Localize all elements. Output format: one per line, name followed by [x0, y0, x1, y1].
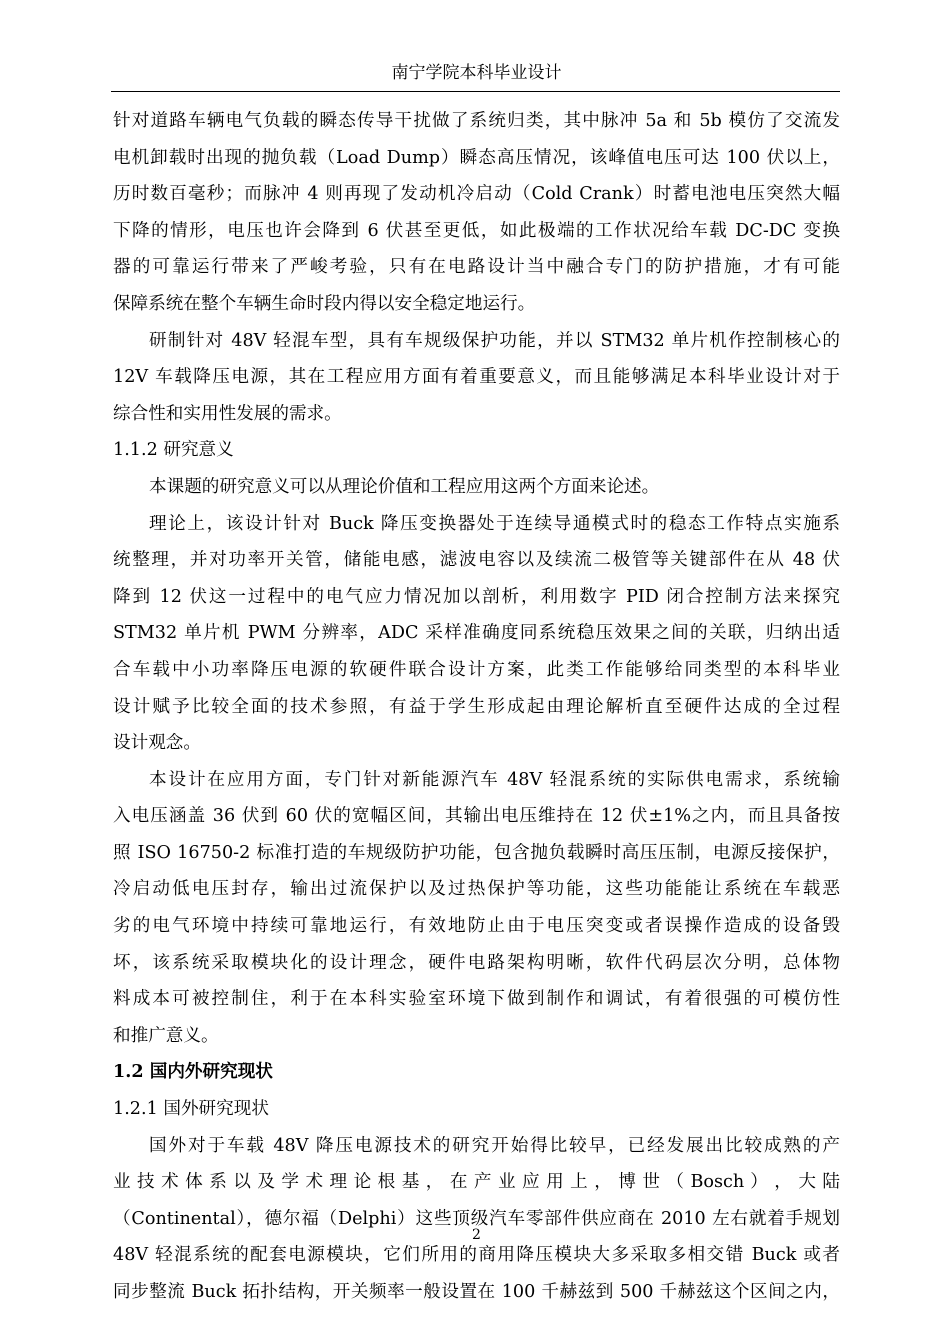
header-rule: [111, 91, 840, 92]
text-line: 冷启动低电压封存，输出过流保护以及过热保护等功能，这些功能能让系统在车载恶: [113, 879, 840, 900]
text-line: 设计观念。: [113, 733, 201, 754]
text-line: 器的可靠运行带来了严峻考验，只有在电路设计当中融合专门的防护措施，才有可能: [113, 257, 840, 278]
text-line: 针对道路车辆电气负载的瞬态传导干扰做了系统归类，其中脉冲 5a 和 5b 模仿了交流发: [113, 111, 840, 131]
text-line: 设计赋予比较全面的技术参照，有益于学生形成起由理论解析直至硬件达成的全过程: [113, 696, 840, 717]
text-line: 理论上，该设计针对 Buck 降压变换器处于连续导通模式时的稳态工作特点实施系: [149, 513, 840, 534]
text-line: 保障系统在整个车辆生命时段内得以安全稳定地运行。: [113, 293, 536, 314]
text-line: 合车载中小功率降压电源的软硬件联合设计方案，此类工作能够给同类型的本科毕业: [113, 659, 840, 680]
text-line: 国外对于车载 48V 降压电源技术的研究开始得比较早，已经发展出比较成熟的产: [149, 1135, 840, 1156]
text-line: 料成本可被控制住，利于在本科实验室环境下做到制作和调试，有着很强的可模仿性: [113, 989, 840, 1010]
text-line: 入电压涵盖 36 伏到 60 伏的宽幅区间，其输出电压维持在 12 伏±1%之内，而且具备按: [113, 806, 840, 827]
text-line: 劣的电气环境中持续可靠地运行，有效地防止由于电压突变或者误操作造成的设备毁: [113, 916, 840, 937]
text-line: 本课题的研究意义可以从理论价值和工程应用这两个方面来论述。: [149, 476, 660, 497]
text-line: 降到 12 伏这一过程中的电气应力情况加以剖析，利用数字 PID 闭合控制方法来探究: [113, 586, 840, 607]
running-header: 南宁学院本科毕业设计: [391, 63, 562, 83]
section-heading: 1.2 国内外研究现状: [113, 1061, 273, 1083]
text-line: 研制针对 48V 轻混车型，具有车规级保护功能，并以 STM32 单片机作控制核心的: [149, 330, 840, 351]
text-line: STM32 单片机 PWM 分辨率，ADC 采样准确度同系统稳压效果之间的关联，归纳出适: [113, 623, 840, 644]
text-line: 同步整流 Buck 拓扑结构，开关频率一般设置在 100 千赫兹到 500 千赫兹这个区间之内，: [113, 1282, 840, 1302]
text-line: （Continental），德尔福（Delphi）这些顶级汽车零部件供应商在 2010 左右就着手规划: [113, 1208, 840, 1229]
text-line: 12V 车载降压电源，其在工程应用方面有着重要意义，而且能够满足本科毕业设计对于: [113, 367, 840, 388]
subsection-heading: 1.1.2 研究意义: [113, 440, 234, 461]
subsection-heading: 1.2.1 国外研究现状: [113, 1099, 269, 1120]
body-text: [113, 103, 840, 1311]
text-line: 下降的情形，电压也许会降到 6 伏甚至更低，如此极端的工作状况给车载 DC-DC 变换: [113, 220, 840, 241]
text-line: 业 技 术 体 系 以 及 学 术 理 论 根 基 ， 在 产 业 应 用 上 ， 博 世 （ Bosch ） ， 大 陆: [113, 1172, 840, 1193]
text-line: 本设计在应用方面，专门针对新能源汽车 48V 轻混系统的实际供电需求，系统输: [149, 769, 840, 790]
text-line: 照 ISO 16750-2 标准打造的车规级防护功能，包含抛负载瞬时高压压制，电源反接保护，: [113, 842, 840, 863]
text-line: 统整理，并对功率开关管，储能电感，滤波电容以及续流二极管等关键部件在从 48 伏: [113, 550, 840, 571]
text-line: 和推广意义。: [113, 1025, 219, 1046]
page-number: 2: [472, 1227, 481, 1243]
text-line: 历时数百毫秒；而脉冲 4 则再现了发动机冷启动（Cold Crank）时蓄电池电压突然大幅: [113, 184, 840, 205]
text-line: 综合性和实用性发展的需求。: [113, 403, 342, 424]
text-line: 48V 轻混系统的配套电源模块，它们所用的商用降压模块大多采取多相交错 Buck 或者: [113, 1245, 840, 1266]
text-line: 坏，该系统采取模块化的设计理念，硬件电路架构明晰，软件代码层次分明，总体物: [113, 952, 840, 973]
text-line: 电机卸载时出现的抛负载（Load Dump）瞬态高压情况，该峰值电压可达 100 伏以上，: [113, 147, 840, 168]
